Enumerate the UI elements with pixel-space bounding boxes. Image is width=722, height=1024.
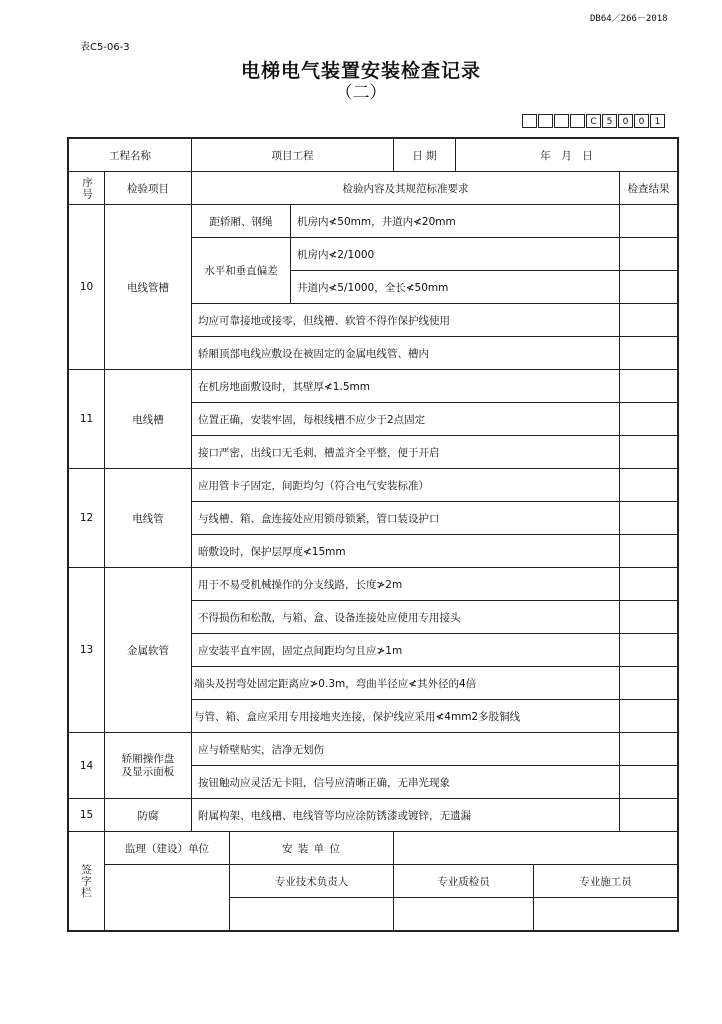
result-cell[interactable] [620, 601, 678, 634]
requirement-text: 不得损伤和松散，与箱、盒、设备连接处应使用专用接头 [192, 601, 620, 634]
date-label: 日 期 [394, 139, 456, 172]
quality-inspector-signature[interactable] [394, 898, 534, 931]
result-cell[interactable] [620, 370, 678, 403]
col-header-no: 序号 [69, 172, 105, 205]
signature-section-label: 签字栏 [69, 832, 105, 931]
result-cell[interactable] [620, 271, 678, 304]
code-cell[interactable] [538, 114, 553, 128]
requirement-text: 轿厢顶部电线应敷设在被固定的金属电线管、槽内 [192, 337, 620, 370]
sub-item: 距轿厢、钢绳 [192, 205, 291, 238]
result-cell[interactable] [620, 502, 678, 535]
construction-worker-label: 专业施工员 [534, 865, 678, 898]
result-cell[interactable] [620, 238, 678, 271]
row-item: 电线管槽 [105, 205, 192, 370]
code-cell: C [586, 114, 601, 128]
inspection-table [68, 138, 678, 931]
col-header-result: 检查结果 [620, 172, 678, 205]
result-cell[interactable] [620, 634, 678, 667]
row-no: 11 [69, 370, 105, 469]
requirement-text: 机房内≮50mm，井道内≮20mm [291, 205, 620, 238]
requirement-text: 应与轿壁贴实，洁净无划伤 [192, 733, 620, 766]
row-no: 15 [69, 799, 105, 832]
requirement-text: 端头及拐弯处固定距离应≯0.3m，弯曲半径应≮其外径的4倍 [192, 667, 620, 700]
result-cell[interactable] [620, 568, 678, 601]
requirement-text: 均应可靠接地或接零，但线槽、软管不得作保护线使用 [192, 304, 620, 337]
form-number: 表C5-06-3 [80, 42, 130, 53]
code-cell: 5 [602, 114, 617, 128]
signature-blank [394, 832, 678, 865]
code-cell: 0 [634, 114, 649, 128]
requirement-text: 井道内≮5/1000，全长≮50mm [291, 271, 620, 304]
quality-inspector-label: 专业质检员 [394, 865, 534, 898]
result-cell[interactable] [620, 667, 678, 700]
page-title: 电梯电气装置安装检查记录 [240, 60, 481, 82]
requirement-text: 应用管卡子固定，间距均匀（符合电气安装标准） [192, 469, 620, 502]
tech-lead-signature[interactable] [230, 898, 394, 931]
standard-number: DB64／266－2018 [590, 14, 668, 24]
requirement-text: 机房内≮2/1000 [291, 238, 620, 271]
installer-unit-label: 安 装 单 位 [230, 832, 394, 865]
result-cell[interactable] [620, 337, 678, 370]
result-cell[interactable] [620, 535, 678, 568]
row-item: 防腐 [105, 799, 192, 832]
row-item: 轿厢操作盘及显示面板 [105, 733, 192, 799]
requirement-text: 暗敷设时，保护层厚度≮15mm [192, 535, 620, 568]
requirement-text: 与线槽、箱、盒连接处应用锁母锁紧，管口装设护口 [192, 502, 620, 535]
code-cell[interactable] [522, 114, 537, 128]
result-cell[interactable] [620, 403, 678, 436]
result-cell[interactable] [620, 469, 678, 502]
result-cell[interactable] [620, 733, 678, 766]
requirement-text: 接口严密，出线口无毛刺，槽盖齐全平整，便于开启 [192, 436, 620, 469]
supervision-signature-area[interactable] [105, 865, 230, 931]
code-cell[interactable] [570, 114, 585, 128]
page-subtitle: （二） [335, 83, 387, 103]
result-cell[interactable] [620, 700, 678, 733]
requirement-text: 按钮触动应灵活无卡阻，信号应清晰正确，无串光现象 [192, 766, 620, 799]
col-header-requirement: 检验内容及其规范标准要求 [192, 172, 620, 205]
row-no: 13 [69, 568, 105, 733]
row-no: 10 [69, 205, 105, 370]
row-item: 电线槽 [105, 370, 192, 469]
requirement-text: 应安装平直牢固，固定点间距均匀且应≯1m [192, 634, 620, 667]
code-cell[interactable] [554, 114, 569, 128]
code-cell: 1 [650, 114, 665, 128]
row-item: 金属软管 [105, 568, 192, 733]
project-name-value[interactable]: 项目工程 [192, 139, 394, 172]
result-cell[interactable] [620, 304, 678, 337]
row-no: 14 [69, 733, 105, 799]
requirement-text: 位置正确，安装牢固，每根线槽不应少于2点固定 [192, 403, 620, 436]
requirement-text: 与管、箱、盒应采用专用接地夹连接，保护线应采用≮4mm2多股铜线 [192, 700, 620, 733]
result-cell[interactable] [620, 799, 678, 832]
row-no: 12 [69, 469, 105, 568]
date-value[interactable]: 年 月 日 [456, 139, 678, 172]
result-cell[interactable] [620, 436, 678, 469]
construction-worker-signature[interactable] [534, 898, 678, 931]
requirement-text: 附属构架、电线槽、电线管等均应涂防锈漆或镀锌，无遗漏 [192, 799, 620, 832]
supervision-unit-label: 监理（建设）单位 [105, 832, 230, 865]
requirement-text: 在机房地面敷设时，其壁厚≮1.5mm [192, 370, 620, 403]
code-cell: 0 [618, 114, 633, 128]
project-name-label: 工程名称 [69, 139, 192, 172]
row-item: 电线管 [105, 469, 192, 568]
record-code-boxes [522, 114, 665, 128]
tech-lead-label: 专业技术负责人 [230, 865, 394, 898]
result-cell[interactable] [620, 205, 678, 238]
col-header-item: 检验项目 [105, 172, 192, 205]
sub-item: 水平和垂直偏差 [192, 238, 291, 304]
result-cell[interactable] [620, 766, 678, 799]
requirement-text: 用于不易受机械操作的分支线路，长度≯2m [192, 568, 620, 601]
